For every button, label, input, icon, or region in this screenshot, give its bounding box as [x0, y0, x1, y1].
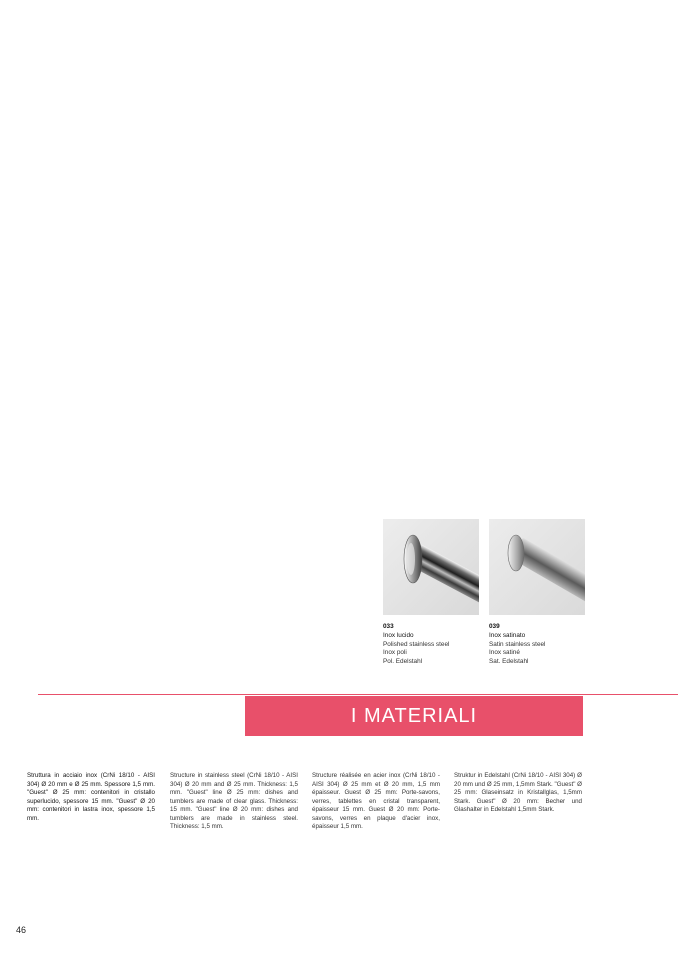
material-name-fr: Inox poli [383, 649, 407, 657]
material-label-polished [383, 623, 483, 667]
description-de: Struktur in Edelstahl (CrNi 18/10 - AISI 304) Ø 20 mm und Ø 25 mm, 1,5mm Stark. "Guest" Ø 25 mm: Glaseinsatz in Kristallglas, 1,5mm Stark. Guest" Ø 20 mm: Becher und Glashalter in Edelstahl 1,5mm Stark. [454, 772, 582, 813]
satin-steel-image [489, 519, 585, 615]
description-fr: Structure réalisée en acier inox (CrNi 18/10 - AISI 304) Ø 25 mm et Ø 20 mm, 1,5 mm épaisseur. Guest Ø 25 mm: Porte-savons, verres, tablettes en cristal transparent, épaisseur 15 mm. Guest Ø 20 mm: Porte-savons, verres en plaque d'acier inox, épaisseur 1,5 mm. [312, 772, 440, 830]
material-name-fr: Inox satiné [489, 649, 520, 657]
section-banner [245, 696, 583, 736]
material-label-satin [489, 623, 589, 667]
material-name: Inox satinato [489, 631, 526, 639]
satin-steel-swatch [489, 519, 585, 615]
section-title: I MATERIALI [350, 704, 478, 727]
material-name-de: Pol. Edelstahl [383, 658, 423, 666]
description-it: Struttura in acciaio inox (CrNi 18/10 - AISI 304) Ø 20 mm e Ø 25 mm. Spessore 1,5 mm. "Guest" Ø 25 mm: contenitori in cristallo superlucido, spessore 15 mm. "Guest" Ø 20 mm: contenitori in lastra inox, spessore 1,5 mm. [27, 772, 155, 822]
accent-rule [38, 694, 678, 695]
material-name-en: Satin stainless steel [489, 640, 546, 648]
description-en: Structure in stainless steel (CrNi 18/10 - AISI 304) Ø 20 mm and Ø 25 mm. Thickness: 1,5 mm. "Guest" line Ø 25 mm: dishes and tumblers are made of clear glass. Thickness: 15 mm. "Guest" line Ø 20 mm: dishes and tumblers are made in stainless steel. Thickness: 1,5 mm. [170, 772, 298, 830]
material-name-de: Sat. Edelstahl [489, 658, 529, 666]
polished-steel-swatch [383, 519, 479, 615]
material-code: 039 [489, 623, 500, 630]
material-name: Inox lucido [383, 631, 414, 639]
polished-steel-image [383, 519, 479, 615]
material-code: 033 [383, 623, 394, 630]
page-number: 46 [16, 925, 27, 935]
material-name-en: Polished stainless steel [383, 640, 450, 648]
